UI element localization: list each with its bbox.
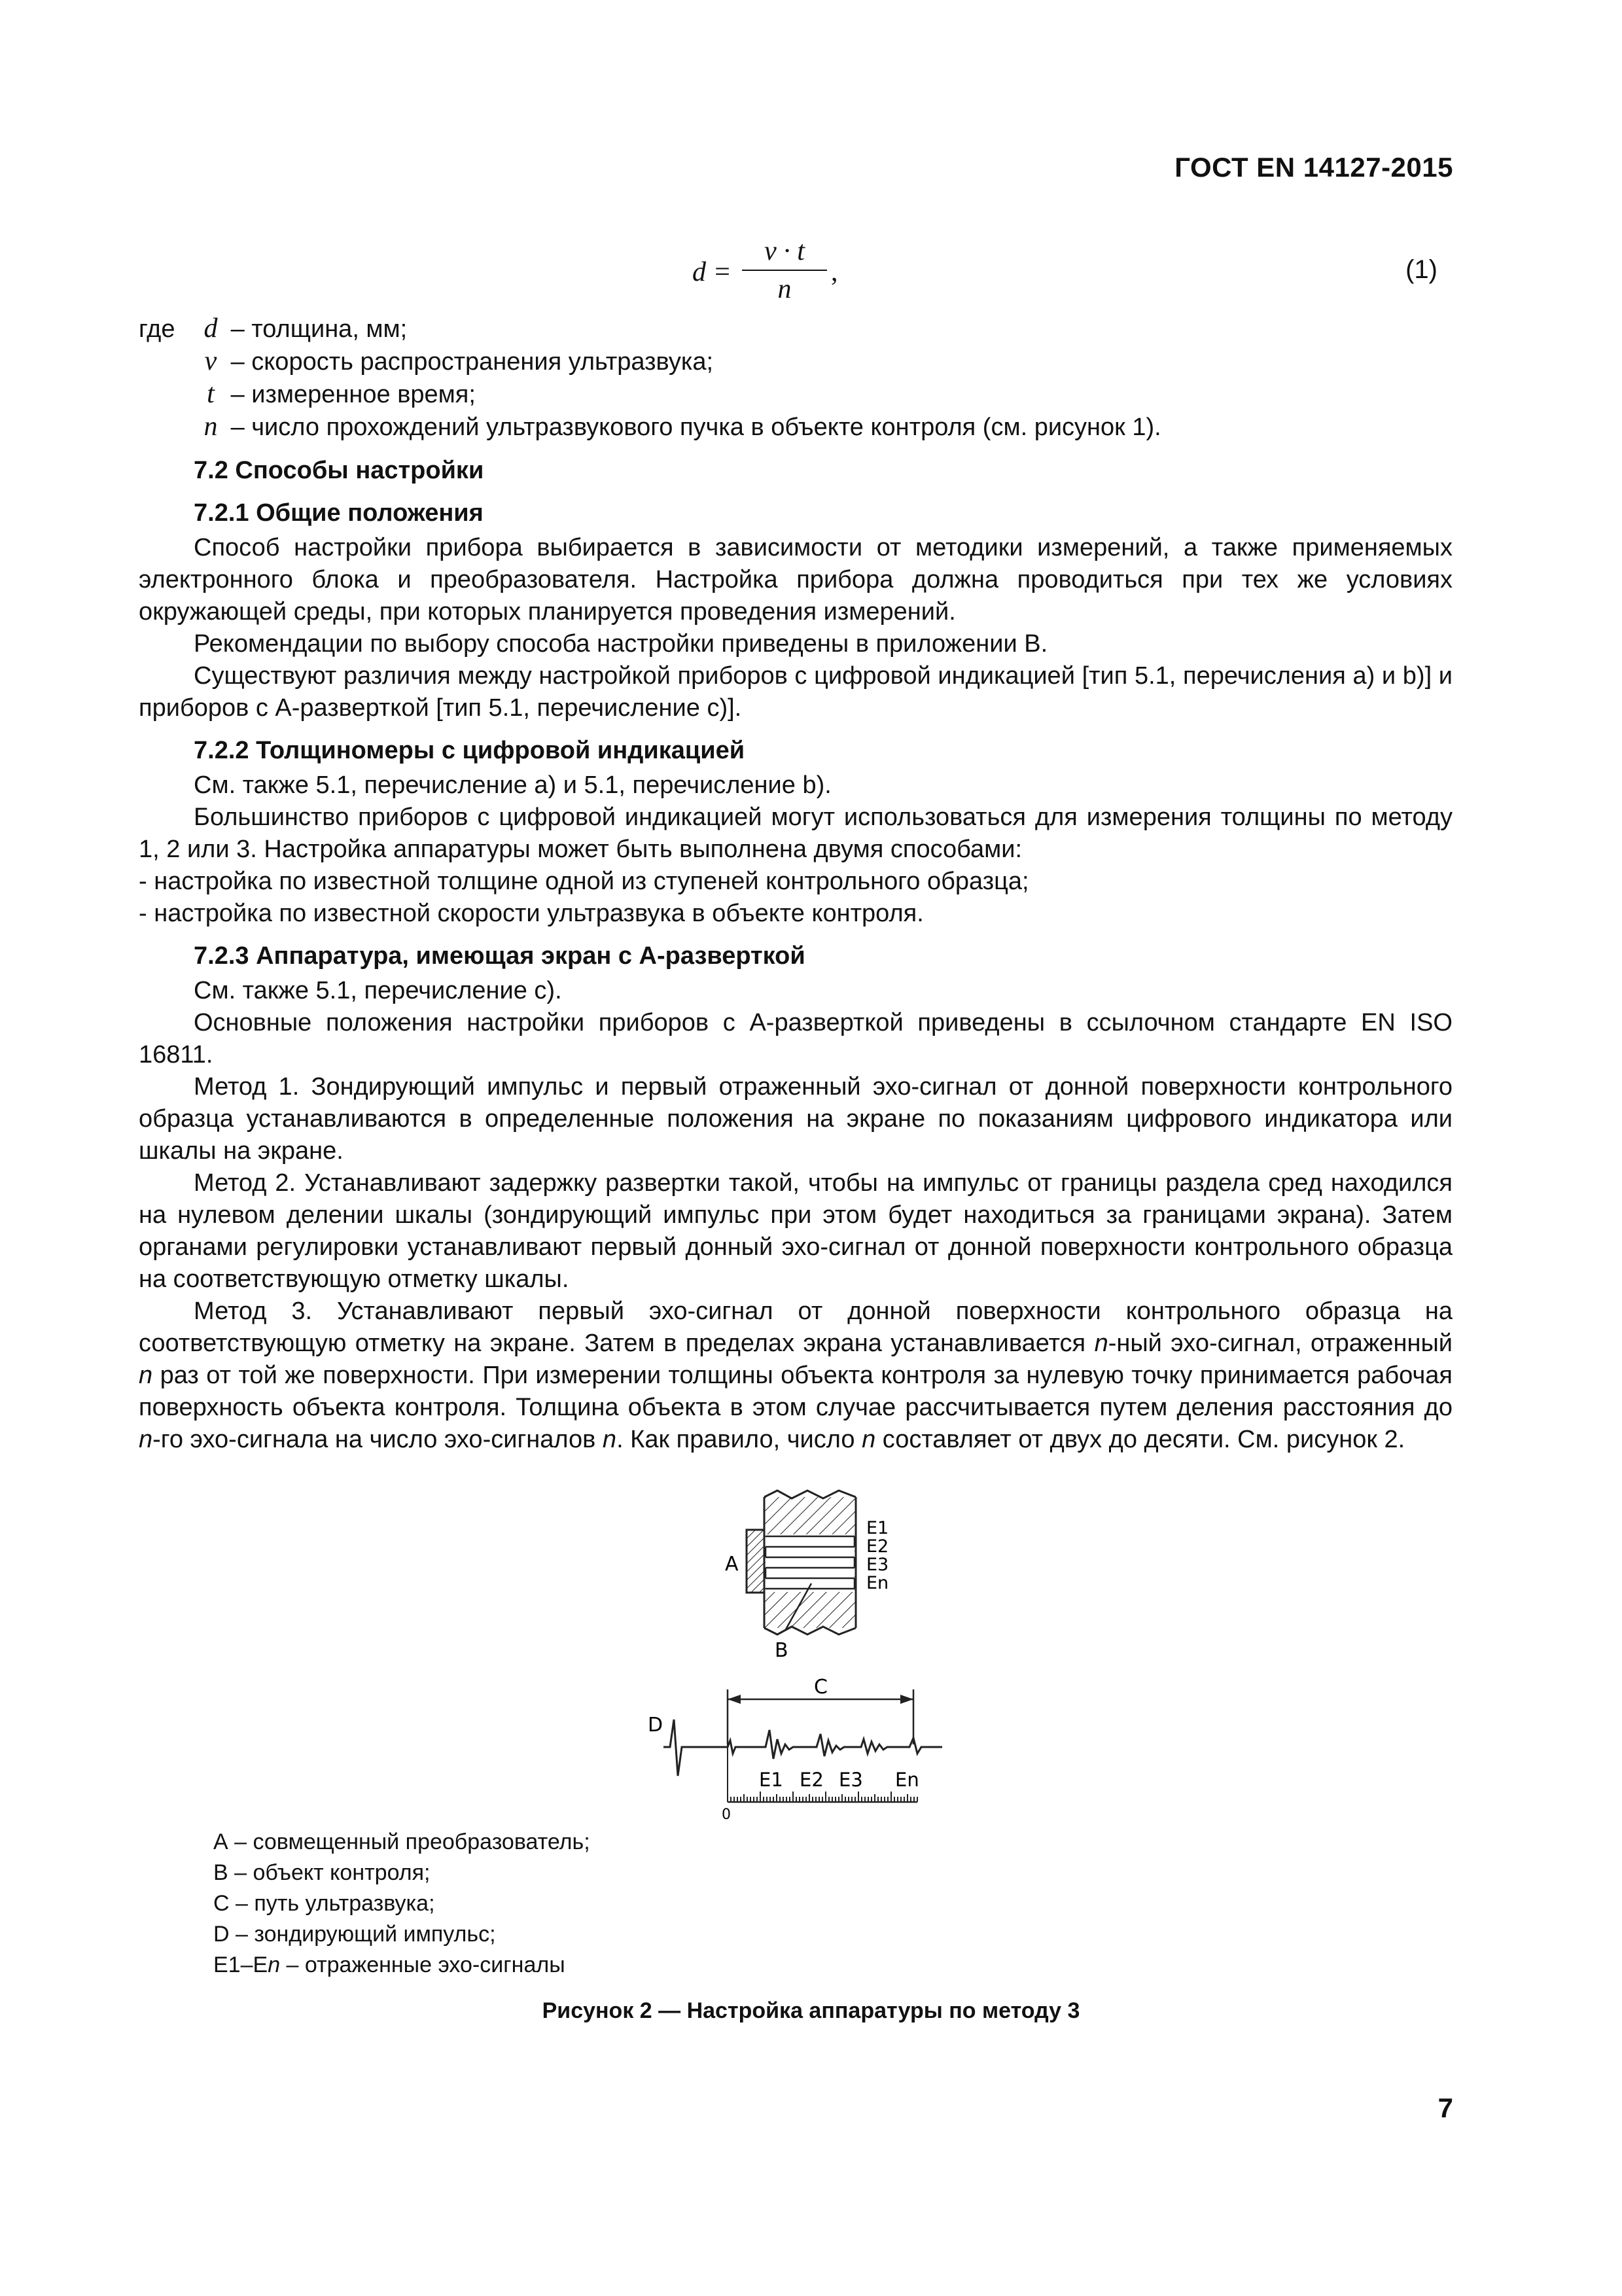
svg-text:E3: E3 [839, 1769, 863, 1791]
svg-text:E1: E1 [866, 1518, 889, 1538]
formula-fraction [742, 236, 827, 305]
definition-row [139, 345, 1161, 378]
paragraph-method-3: Метод 3. Устанавливают первый эхо-сигнал от донной поверхности контрольного образца на соответствующую отметку на экране. Затем в пределах экрана устанавливается n-ный эхо-сигнал, отраженный n раз от той же поверхности. При измерении толщины объекта контроля за нулевую точку принимается рабочая поверхность объекта контроля. Толщина объекта в этом случае рассчитывается путем деления расстояния до n-го эхо-сигнала на число эхо-сигналов n. Как правило, число n составляет от двух до десяти. См. рисунок 2. [139, 1298, 1453, 1453]
paragraph: Рекомендации по выбору способа настройки приведены в приложении В. [194, 630, 1048, 658]
figure-legend [213, 1827, 590, 1981]
paragraph: Существуют различия между настройкой приборов с цифровой индикацией [тип 5.1, перечисления a) и b)] и приборов с А-разверткой [тип 5.1, перечисление с)]. [139, 662, 1453, 722]
transducer [747, 1530, 764, 1593]
definition-row [139, 313, 1161, 345]
definition-symbol: n [203, 412, 218, 442]
paragraph: Метод 2. Устанавливают задержку развертки такой, чтобы на импульс от границы раздела сред находился на нулевом делении шкалы (зондирующий импульс при этом будет находиться за границами экрана). Затем органами регулировки устанавливают первый донный эхо-сигнал от донной поверхности контрольного образца на соответствующую отметку шкалы. [139, 1169, 1453, 1293]
test-object [764, 1491, 856, 1634]
legend-item: В – объект контроля; [213, 1860, 431, 1885]
formula-lhs: d = [692, 257, 732, 287]
figure-2 [0, 1485, 1622, 1826]
definition-text: – толщина, мм; [230, 315, 408, 343]
formula-numerator: v · t [742, 236, 827, 271]
legend-item: С – путь ультразвука; [213, 1891, 435, 1916]
paragraph: Большинство приборов с цифровой индикацией могут использоваться для измерения толщины по методу 1, 2 или 3. Настройка аппаратуры может быть выполнена двумя способами: [139, 804, 1453, 863]
label-a: A [725, 1553, 739, 1576]
svg-text:En: En [895, 1769, 919, 1791]
svg-text:E1: E1 [759, 1769, 783, 1791]
label-d: D [648, 1714, 663, 1737]
formula-comma: , [831, 257, 838, 287]
paragraph: См. также 5.1, перечисление с). [194, 977, 562, 1004]
definition-symbol: d [203, 313, 218, 344]
formula-denominator: n [777, 274, 792, 304]
label-zero: 0 [722, 1807, 731, 1823]
paragraph: См. также 5.1, перечисление а) и 5.1, перечисление b). [194, 771, 832, 799]
where-word: где [139, 315, 175, 343]
document-code: ГОСТ EN 14127-2015 [1174, 152, 1453, 183]
a-scan [648, 1676, 942, 1823]
formula-block [0, 236, 1622, 308]
echo-labels-side [866, 1518, 889, 1593]
svg-text:E2: E2 [866, 1536, 889, 1557]
section-heading-7-2-3: 7.2.3 Аппаратура, имеющая экран с А-разверткой [194, 942, 805, 970]
definition-symbol: v [204, 346, 217, 376]
figure-2-drawing [0, 1485, 1622, 1826]
legend-item: А – совмещенный преобразователь; [213, 1829, 590, 1854]
bullet-item: - настройка по известной толщине одной из ступеней контрольного образца; [139, 868, 1029, 895]
section-heading-7-2-2: 7.2.2 Толщиномеры с цифровой индикацией [194, 737, 745, 764]
paragraph: Метод 1. Зондирующий импульс и первый отраженный эхо-сигнал от донной поверхности контрольного образца устанавливаются в определенные положения на экране по показаниям цифрового индикатора или шкалы на экране. [139, 1073, 1453, 1165]
legend-item: Е1–Еn – отраженные эхо-сигналы [213, 1952, 565, 1977]
definition-symbol: t [207, 379, 215, 409]
formula-number: (1) [1405, 255, 1437, 284]
figure-caption: Рисунок 2 — Настройка аппаратуры по методу 3 [542, 1998, 1080, 2023]
svg-text:E2: E2 [800, 1769, 824, 1791]
echo-labels-axis [759, 1769, 919, 1791]
definition-row [139, 378, 1161, 411]
definition-text: – число прохождений ультразвукового пучка в объекте контроля (см. рисунок 1). [230, 414, 1161, 441]
paragraph: Способ настройки прибора выбирается в зависимости от методики измерений, а также применяемых электронного блока и преобразователя. Настройка прибора должна проводиться при тех же условиях окружающей среды, при которых планируется проведения измерений. [139, 534, 1453, 626]
page-number: 7 [1437, 2093, 1453, 2123]
section-heading-7-2-1: 7.2.1 Общие положения [194, 499, 484, 527]
label-b: B [775, 1639, 788, 1662]
definition-text: – измеренное время; [230, 381, 476, 408]
definition-text: – скорость распространения ультразвука; [230, 348, 714, 376]
label-c: C [814, 1676, 828, 1699]
paragraph: Основные положения настройки приборов с А-разверткой приведены в ссылочном стандарте EN ISO 16811. [139, 1009, 1453, 1069]
body-text [139, 455, 1453, 1456]
definitions-list [139, 313, 1161, 444]
section-heading-7-2: 7.2 Способы настройки [194, 457, 484, 484]
legend-item: D – зондирующий импульс; [213, 1922, 496, 1947]
svg-text:En: En [866, 1573, 889, 1593]
definition-row [139, 411, 1161, 444]
bullet-item: - настройка по известной скорости ультразвука в объекте контроля. [139, 900, 924, 927]
svg-text:E3: E3 [866, 1555, 889, 1575]
